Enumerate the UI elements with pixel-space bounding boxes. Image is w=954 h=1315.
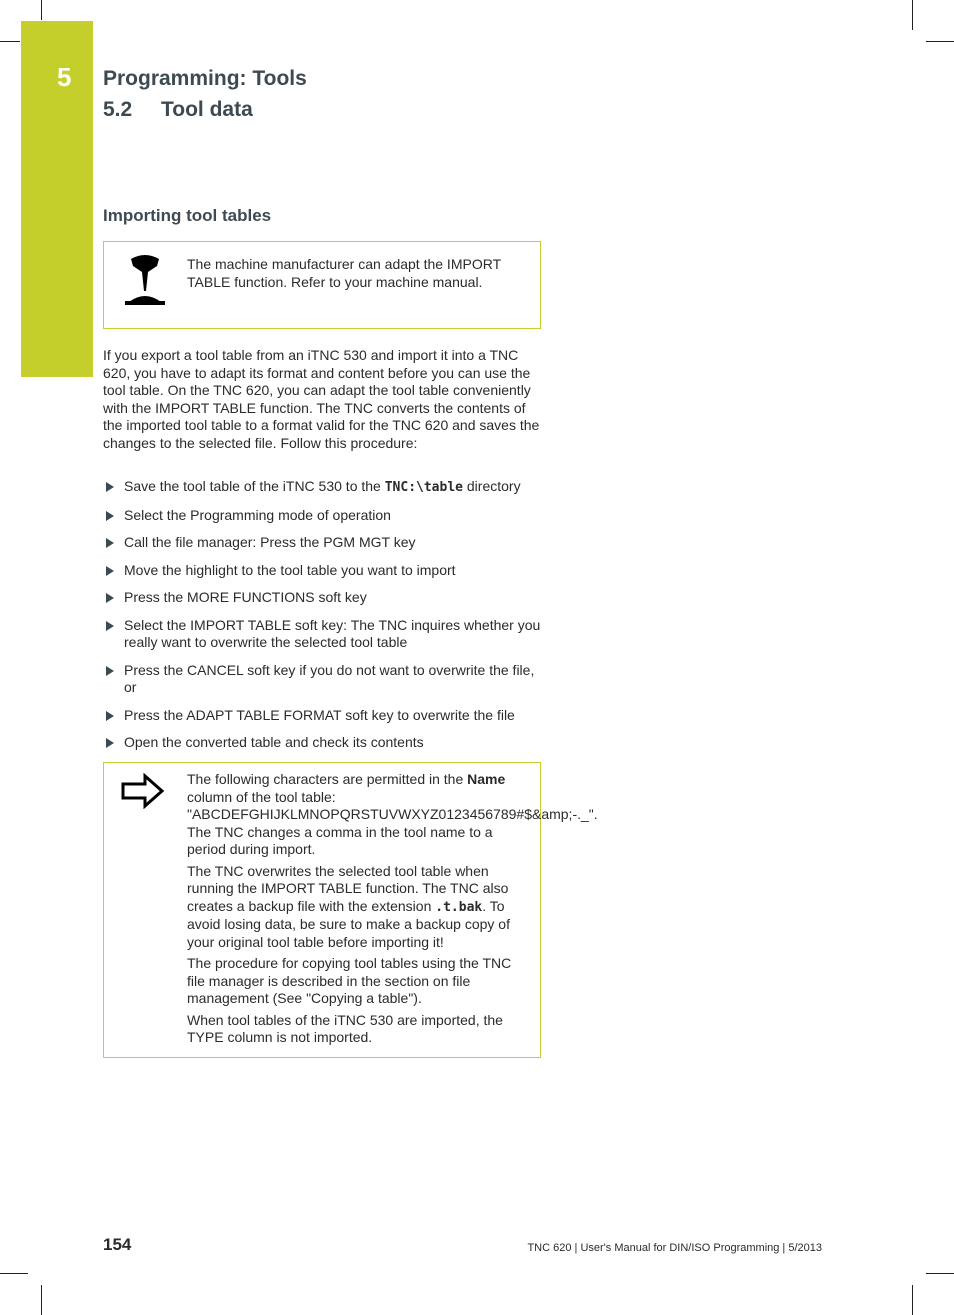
section-number: 5.2 (103, 98, 133, 121)
arrow-right-icon (121, 773, 165, 809)
triangle-bullet-icon (106, 738, 114, 748)
triangle-bullet-icon (106, 621, 114, 631)
triangle-bullet-icon (106, 666, 114, 676)
info-note-icon-cell (104, 763, 186, 1057)
list-item: Select the Programming mode of operation (103, 507, 541, 525)
intro-paragraph: If you export a tool table from an iTNC 530 and import it into a TNC 620, you have to adapt its format and content before you can use the tool table. On the TNC 620, you can adapt the tool table conveniently with the IMPORT TABLE function. The TNC converts the contents of the imported tool table to a format valid for the TNC 620 and saves the changes to the selected file. Follow this procedure: (103, 347, 540, 451)
backup-extension-code: .t.bak (435, 899, 483, 915)
triangle-bullet-icon (106, 593, 114, 603)
crop-mark (41, 0, 42, 20)
name-column-label: Name (467, 771, 506, 787)
section-title: Tool data (161, 98, 253, 121)
triangle-bullet-icon (106, 538, 114, 548)
triangle-bullet-icon (106, 566, 114, 576)
page-number: 154 (103, 1235, 132, 1254)
info-note-paragraph: The following characters are permitted in the Name column of the tool table: "ABCDEFGHIJKLMNOPQRSTUVWXYZ0123456789#$&amp;-._". The TNC changes a comma in the tool name to a period during import. (187, 771, 598, 857)
list-item: Press the ADAPT TABLE FORMAT soft key to overwrite the file (103, 707, 541, 725)
info-note-text-cell (186, 763, 598, 1057)
machine-tool-icon (125, 253, 165, 309)
footer-manual-title: TNC 620 | User's Manual for DIN/ISO Programming | 5/2013 (527, 1242, 822, 1254)
info-note-box (103, 762, 598, 1058)
list-item: Call the file manager: Press the PGM MGT key (103, 534, 541, 552)
list-item: Press the MORE FUNCTIONS soft key (103, 589, 541, 607)
list-item: Move the highlight to the tool table you want to import (103, 562, 541, 580)
crop-mark (912, 0, 913, 30)
info-note-paragraph: The TNC overwrites the selected tool table when running the IMPORT TABLE function. The TNC also creates a backup file with the extension .t.bak. To avoid losing data, be sure to make a backup copy of your original tool table before importing it! (187, 862, 510, 950)
info-note-paragraph: When tool tables of the iTNC 530 are imported, the TYPE column is not imported. (187, 1011, 503, 1045)
section-heading: Importing tool tables (103, 206, 272, 225)
machine-note-text-cell (186, 242, 540, 328)
procedure-steps (103, 478, 541, 762)
triangle-bullet-icon (106, 482, 114, 492)
machine-note-icon-cell (104, 242, 186, 328)
list-item: Open the converted table and check its contents (103, 734, 541, 752)
info-note-paragraph: The procedure for copying tool tables using the TNC file manager is described in the section on file management (See "Copying a table"). (187, 955, 512, 1006)
list-item: Save the tool table of the iTNC 530 to the TNC:\table directory (103, 478, 541, 497)
triangle-bullet-icon (106, 511, 114, 521)
triangle-bullet-icon (106, 711, 114, 721)
machine-note-text: The machine manufacturer can adapt the IMPORT TABLE function. Refer to your machine manual. (187, 256, 501, 290)
crop-mark (41, 1285, 42, 1315)
crop-mark (926, 1273, 954, 1274)
directory-code: TNC:\table (384, 480, 463, 495)
list-item: Select the IMPORT TABLE soft key: The TNC inquires whether you really want to overwrite the selected tool table (103, 617, 541, 652)
crop-mark (912, 1285, 913, 1315)
machine-note-box (103, 241, 541, 329)
chapter-number: 5 (57, 62, 72, 92)
list-item: Press the CANCEL soft key if you do not want to overwrite the file, or (103, 662, 541, 697)
chapter-title: Programming: Tools (103, 67, 307, 90)
crop-mark (926, 41, 954, 42)
crop-mark (0, 1273, 28, 1274)
crop-mark (0, 41, 20, 42)
